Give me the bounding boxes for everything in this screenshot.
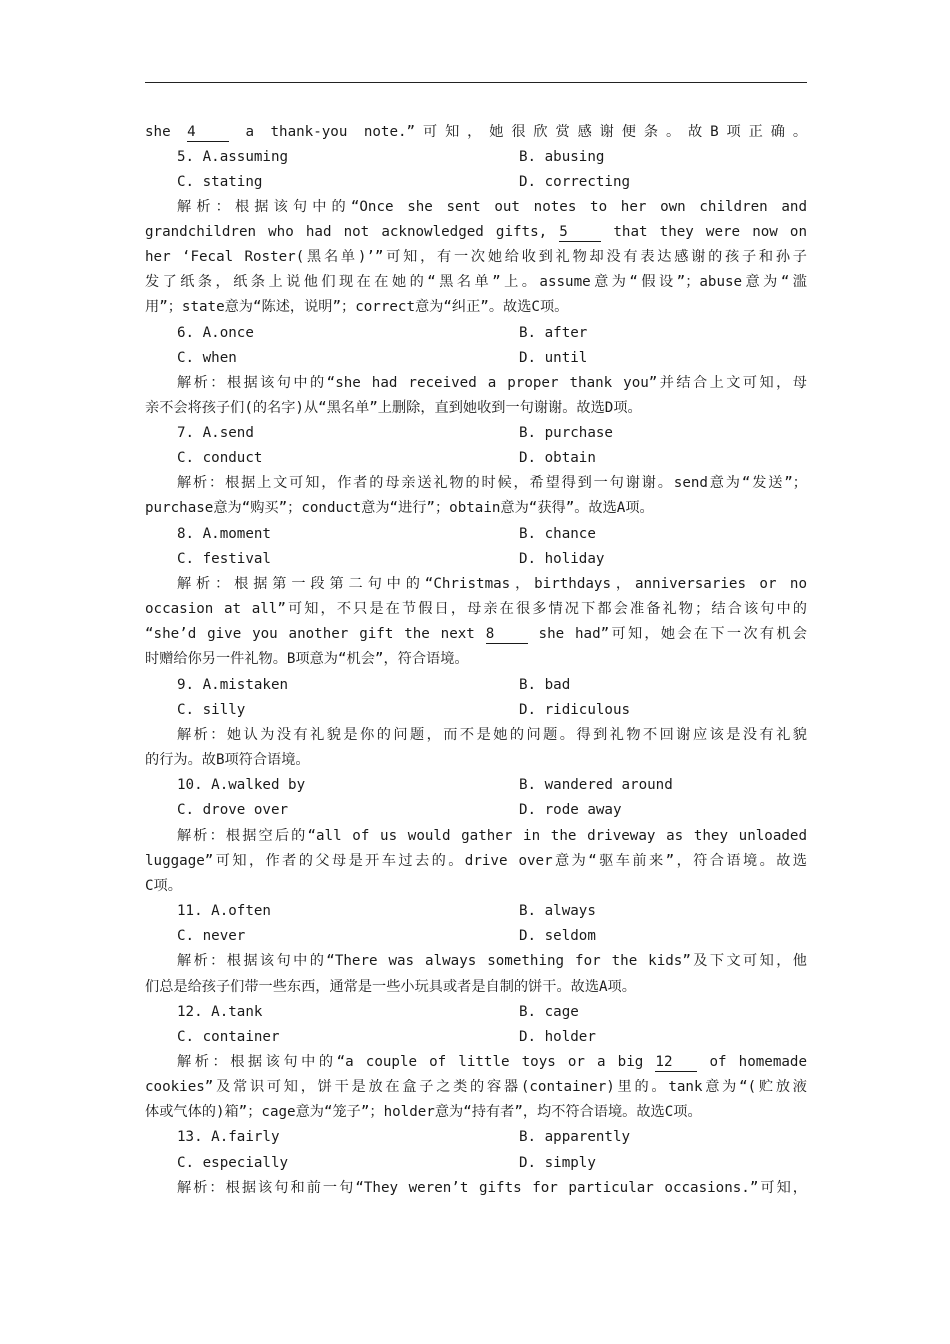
option-d: D. obtain (519, 450, 596, 466)
analysis-line: 解析：根据该句中的“a couple of little toys or a big 12 of homemade (177, 1054, 808, 1070)
text-line: “she’d give you another gift the next 8 she had”可知，她会在下一次有机会 (145, 626, 807, 642)
option-d: D. holiday (519, 551, 605, 567)
answer-blank: 8 (486, 626, 528, 644)
option-c: C. stating (177, 174, 263, 190)
option-b: B. abusing (519, 149, 605, 165)
option-a: 10. A.walked by (177, 777, 306, 793)
option-b: B. after (519, 325, 588, 341)
text-line: her ‘Fecal Roster(黑名单)’”可知，有一次她给收到礼物却没有表达感谢的孩子和孙子 (145, 249, 807, 265)
option-row (177, 446, 596, 471)
option-row (177, 1151, 596, 1176)
option-b: B. wandered around (519, 777, 673, 793)
option-row (177, 421, 613, 446)
option-row (177, 798, 622, 823)
option-a: 5. A.assuming (177, 149, 289, 165)
analysis-line: 解析：根据该句和前一句“They weren’t gifts for particular occasions.”可知， (177, 1180, 807, 1196)
header-rule (145, 82, 807, 83)
option-c: C. especially (177, 1155, 289, 1171)
option-row (177, 547, 605, 572)
text-line: 们总是给孩子们带一些东西，通常是一些小玩具或者是自制的饼干。故选A项。 (145, 979, 636, 995)
option-a: 13. A.fairly (177, 1129, 280, 1145)
option-d: D. correcting (519, 174, 631, 190)
answer-blank: 5 (559, 224, 601, 242)
option-row (177, 698, 631, 723)
text-line: 亲不会将孩子们(的名字)从“黑名单”上删除，直到她收到一句谢谢。故选D项。 (145, 400, 642, 416)
text-line: 发了纸条，纸条上说他们现在在她的“黑名单”上。assume意为“假设”；abuse意为“滥 (145, 274, 807, 290)
text-line: 的行为。故B项符合语境。 (145, 752, 310, 768)
analysis-line: 解析：根据空后的“all of us would gather in the driveway as they unloaded (177, 828, 807, 844)
option-d: D. ridiculous (519, 702, 631, 718)
option-a: 6. A.once (177, 325, 254, 341)
option-row (177, 773, 673, 798)
analysis-line: 解析：根据该句中的“Once she sent out notes to her own children and (177, 199, 807, 215)
analysis-line: 解析：根据上文可知，作者的母亲送礼物的时候，希望得到一句谢谢。send意为“发送”； (177, 475, 807, 491)
option-b: B. always (519, 903, 596, 919)
option-c: C. never (177, 928, 246, 944)
text-line: 用”；state意为“陈述，说明”；correct意为“纠正”。故选C项。 (145, 299, 569, 315)
option-d: D. simply (519, 1155, 596, 1171)
option-row (177, 1125, 631, 1150)
option-row (177, 673, 571, 698)
text-line: grandchildren who had not acknowledged gifts, 5 that they were now on (145, 224, 808, 240)
analysis-line: 解析：根据该句中的“There was always something for the kids”及下文可知，他 (177, 953, 807, 969)
text-line: cookies”及常识可知，饼干是放在盒子之类的容器(container)里的。tank意为“(贮放液 (145, 1079, 807, 1095)
option-b: B. bad (519, 677, 571, 693)
option-b: B. cage (519, 1004, 579, 1020)
option-a: 7. A.send (177, 425, 254, 441)
analysis-line: 解析：根据第一段第二句中的“Christmas，birthdays，anniversaries or no (177, 576, 807, 592)
option-row (177, 346, 588, 371)
option-row (177, 924, 596, 949)
option-row (177, 1000, 579, 1025)
option-b: B. purchase (519, 425, 613, 441)
option-c: C. drove over (177, 802, 289, 818)
answer-blank: 12 (655, 1054, 697, 1072)
option-d: D. holder (519, 1029, 596, 1045)
option-a: 12. A.tank (177, 1004, 263, 1020)
text-line: C项。 (145, 878, 182, 894)
option-row (177, 145, 605, 170)
option-row (177, 522, 596, 547)
option-a: 9. A.mistaken (177, 677, 289, 693)
option-d: D. seldom (519, 928, 596, 944)
text-line: luggage”可知，作者的父母是开车过去的。drive over意为“驱车前来”，符合语境。故选 (145, 853, 807, 869)
text-line: 体或气体的)箱”；cage意为“笼子”；holder意为“持有者”，均不符合语境。故选C项。 (145, 1104, 702, 1120)
text-line: purchase意为“购买”；conduct意为“进行”；obtain意为“获得”。故选A项。 (145, 500, 654, 516)
option-c: C. when (177, 350, 237, 366)
option-row (177, 170, 631, 195)
text-line: 时赠给你另一件礼物。B项意为“机会”，符合语境。 (145, 651, 469, 667)
option-a: 11. A.often (177, 903, 271, 919)
option-c: C. container (177, 1029, 280, 1045)
option-b: B. apparently (519, 1129, 631, 1145)
option-c: C. conduct (177, 450, 263, 466)
option-a: 8. A.moment (177, 526, 271, 542)
analysis-line: 解析：根据该句中的“she had received a proper thank you”并结合上文可知，母 (177, 375, 807, 391)
option-row (177, 899, 596, 924)
answer-blank: 4 (187, 124, 229, 142)
option-row (177, 1025, 596, 1050)
option-c: C. silly (177, 702, 246, 718)
option-d: D. rode away (519, 802, 622, 818)
text-line: she 4 a thank-you note.”可知，她很欣赏感谢便条。故B项正确。 (145, 124, 808, 140)
option-c: C. festival (177, 551, 271, 567)
analysis-line: 解析：她认为没有礼貌是你的问题，而不是她的问题。得到礼物不回谢应该是没有礼貌 (177, 727, 807, 743)
option-d: D. until (519, 350, 588, 366)
option-b: B. chance (519, 526, 596, 542)
text-line: occasion at all”可知，不只是在节假日，母亲在很多情况下都会准备礼物；结合该句中的 (145, 601, 807, 617)
option-row (177, 321, 588, 346)
